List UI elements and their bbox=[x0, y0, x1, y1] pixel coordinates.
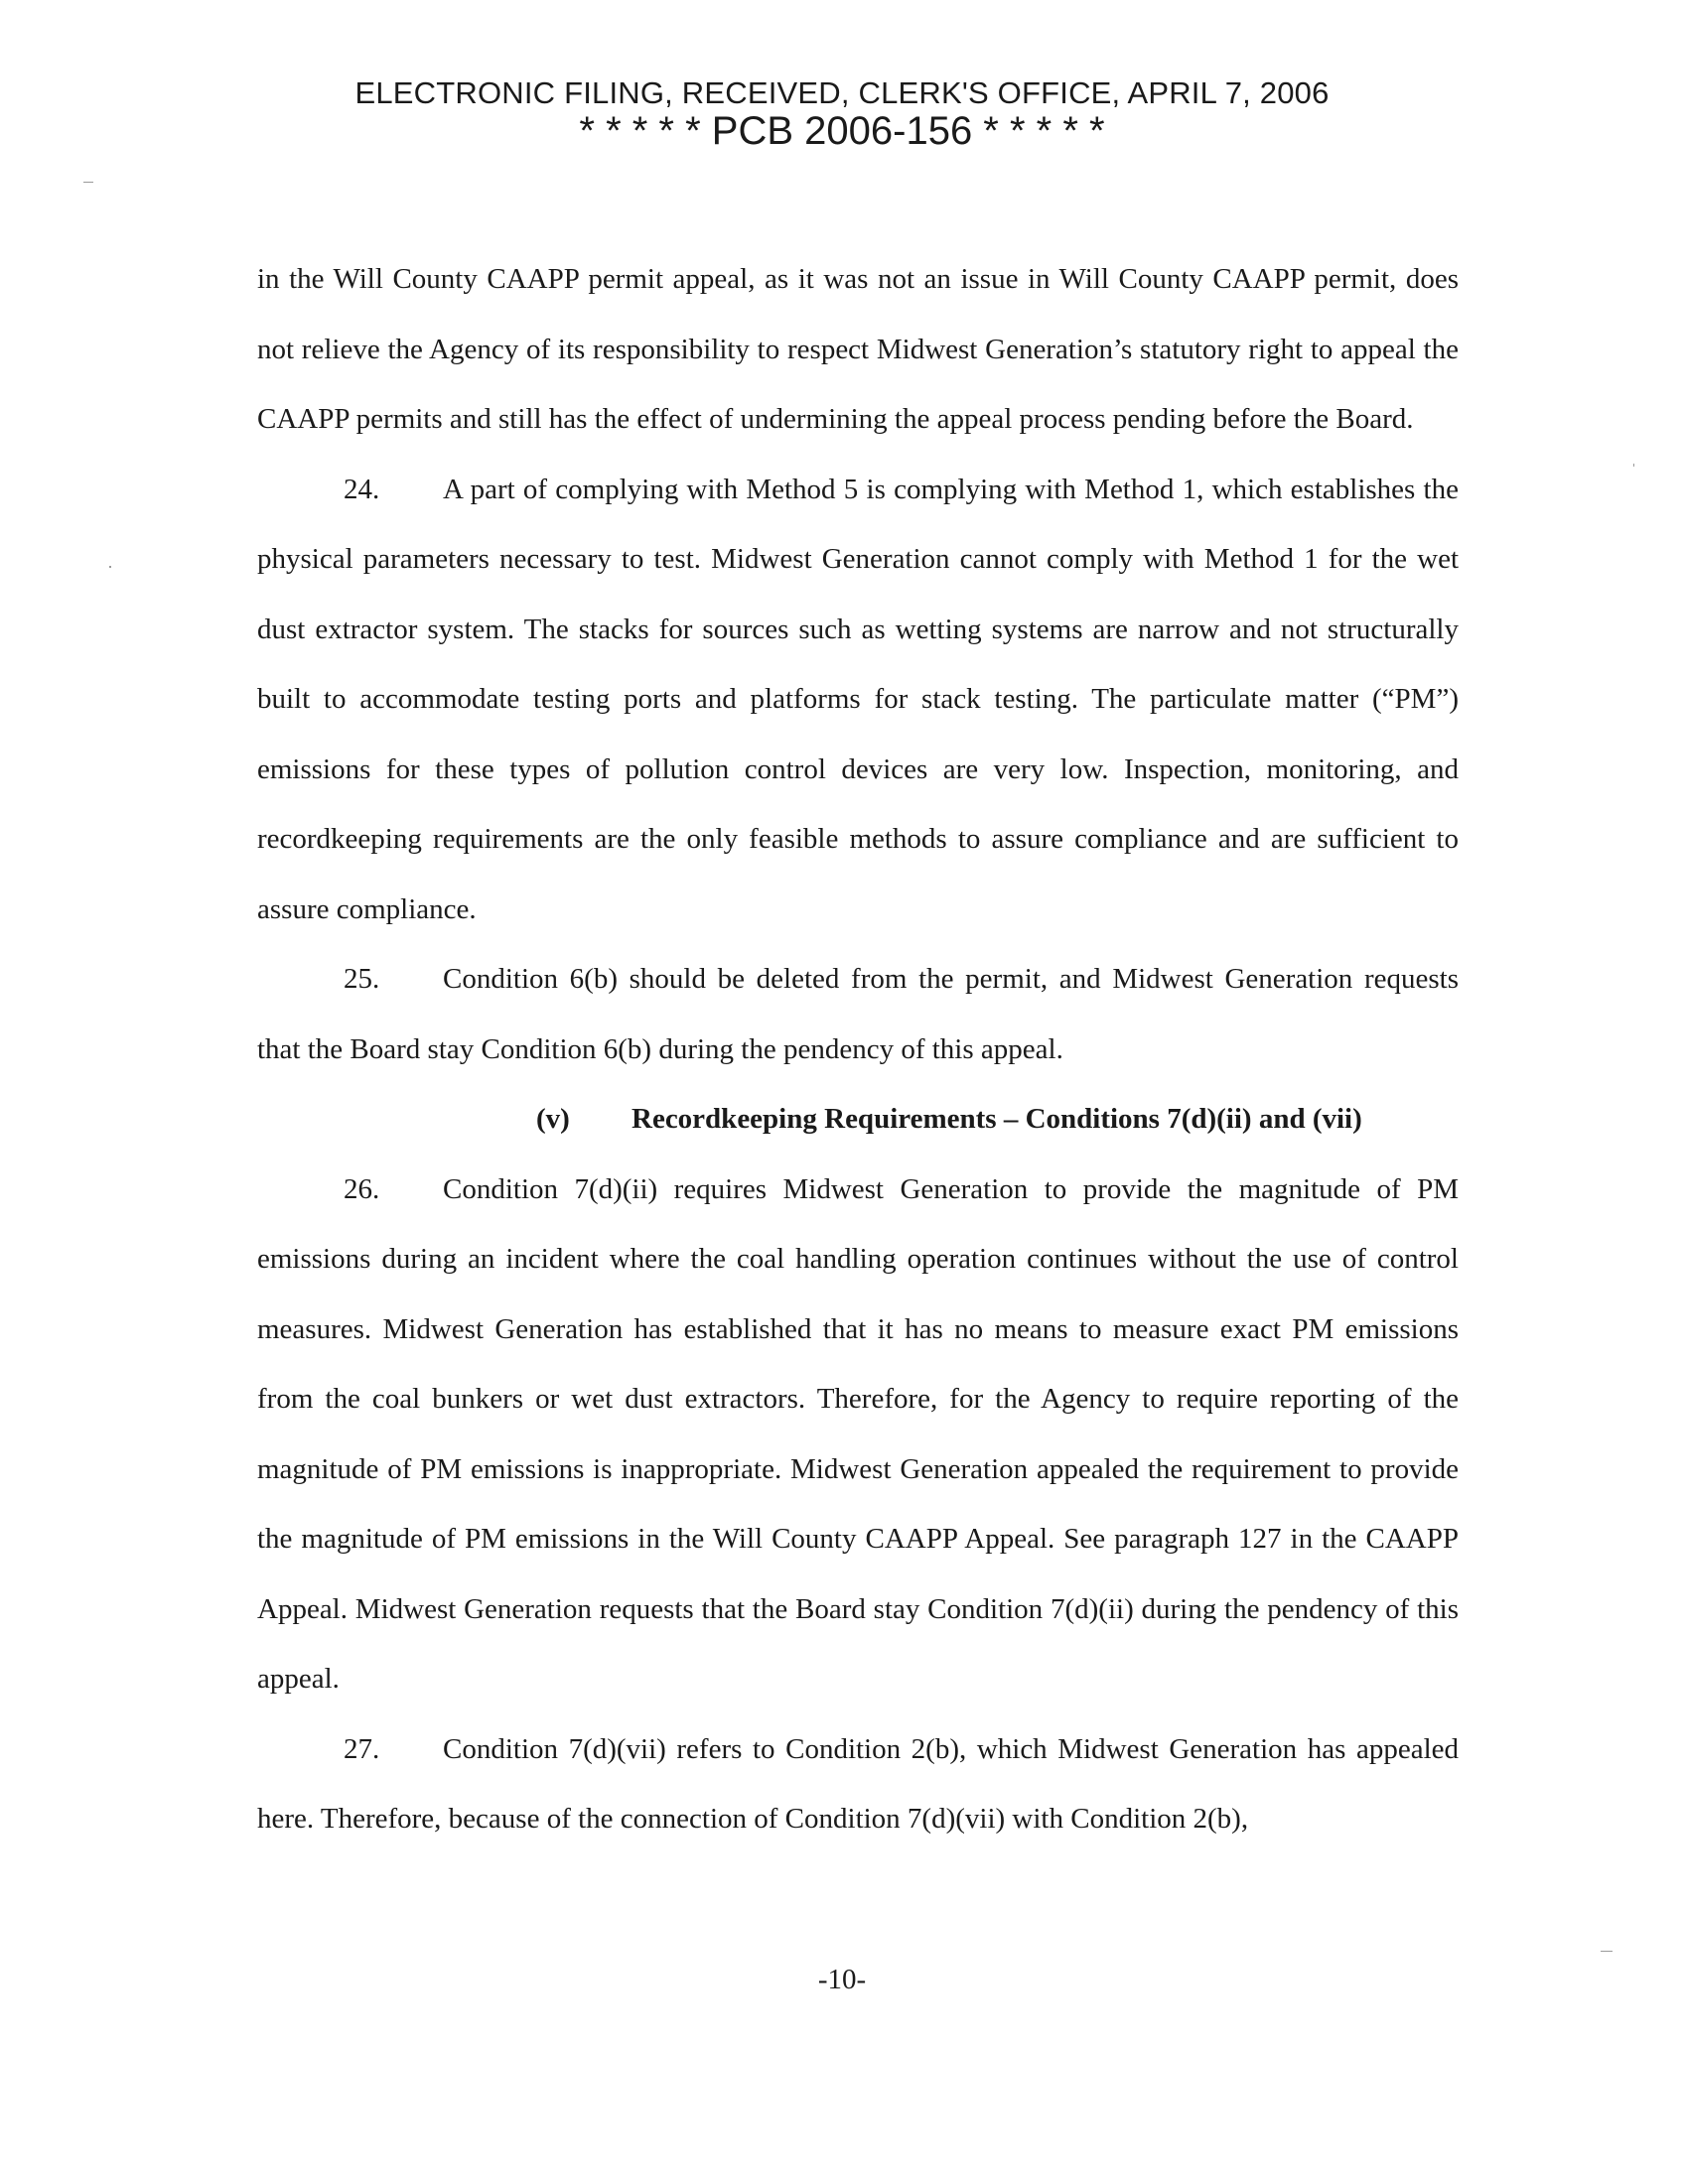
filing-stamp-line: ELECTRONIC FILING, RECEIVED, CLERK'S OFFICE, APRIL 7, 2006 bbox=[354, 75, 1330, 110]
section-heading-number: (v) bbox=[536, 1103, 570, 1135]
paragraph-number: 27. bbox=[344, 1732, 380, 1765]
paragraph-number: 25. bbox=[344, 963, 380, 995]
paragraph-text: Condition 7(d)(ii) requires Midwest Generation to provide the magnitude of PM emissions during an incident where the coal handling operation continues without the use of control measures. Midwest Generation has established that it has no means to measure exact PM emissions from the coal bunkers or wet dust extractors. Therefore, for the Agency to require reporting of the magnitude of PM emissions is inappropriate. Midwest Generation appealed the requirement to provide the magnitude of PM emissions in the Will County CAAPP Appeal. See paragraph 127 in the CAAPP Appeal. Midwest Generation requests that the Board stay Condition 7(d)(ii) during the pendency of this appeal. bbox=[257, 1172, 1459, 1695]
paragraph-continued bbox=[257, 244, 1459, 455]
paragraph-number: 24. bbox=[344, 473, 380, 505]
paragraph-text: Condition 7(d)(vii) refers to Condition 2(b), which Midwest Generation has appealed here. Therefore, because of the connection of Condition 7(d)(vii) with Condition 2(b), bbox=[257, 1732, 1459, 1835]
paragraph-25 bbox=[257, 944, 1459, 1084]
scan-speck bbox=[1601, 1951, 1613, 1952]
paragraph-26 bbox=[257, 1155, 1459, 1714]
scan-speck bbox=[83, 182, 93, 183]
paragraph-text: A part of complying with Method 5 is complying with Method 1, which establishes the physical parameters necessary to test. Midwest Generation cannot comply with Method 1 for the wet dust extractor system. The stacks for sources such as wetting systems are narrow and not structurally built to accommodate testing ports and platforms for stack testing. The particulate matter (“PM”) emissions for these types of pollution control devices are very low. Inspection, monitoring, and recordkeeping requirements are the only feasible methods to assure compliance and are sufficient to assure compliance. bbox=[257, 473, 1459, 925]
section-heading bbox=[257, 1084, 1459, 1155]
case-number-line: * * * * * PCB 2006-156 * * * * * bbox=[579, 109, 1105, 153]
paragraph-number: 26. bbox=[344, 1172, 380, 1205]
paragraph-24 bbox=[257, 455, 1459, 945]
paragraph-text: in the Will County CAAPP permit appeal, as it was not an issue in Will County CAAPP permit, does not relieve the Agency of its responsibility to respect Midwest Generation’s statutory right to appeal the CAAPP permits and still has the effect of undermining the appeal process pending before the Board. bbox=[257, 263, 1459, 435]
filing-stamp-header bbox=[0, 75, 1684, 153]
document-body bbox=[257, 244, 1459, 1854]
section-heading-text: Recordkeeping Requirements – Conditions 7(d)(ii) and (vii) bbox=[632, 1103, 1362, 1135]
paragraph-27 bbox=[257, 1714, 1459, 1854]
paragraph-text: Condition 6(b) should be deleted from the permit, and Midwest Generation requests that the Board stay Condition 6(b) during the pendency of this appeal. bbox=[257, 963, 1459, 1065]
page-number: -10- bbox=[817, 1964, 867, 1995]
scan-speck bbox=[1633, 464, 1634, 467]
scan-speck bbox=[109, 566, 111, 568]
